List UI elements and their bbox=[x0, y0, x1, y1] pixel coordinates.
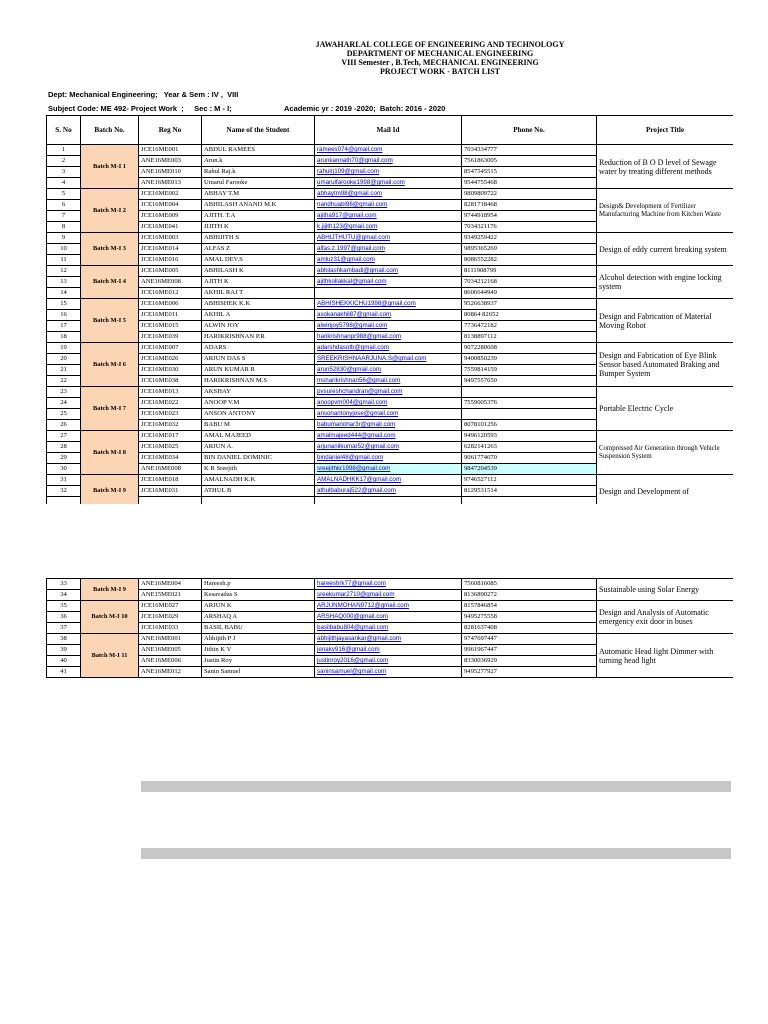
student-name: AMALNADH K.K bbox=[202, 475, 315, 486]
table-row bbox=[47, 299, 734, 310]
batch-cell: Batch M-I 3 bbox=[81, 233, 139, 266]
reg-no: JCE16ME039 bbox=[139, 332, 202, 343]
row-sno: 40 bbox=[47, 656, 81, 667]
student-name: AMAL MAJEED bbox=[202, 431, 315, 442]
phone-no: 9809809722 bbox=[462, 189, 597, 200]
mail-link[interactable]: sreejithkr1998@gmail.com bbox=[315, 464, 462, 475]
student-name: ARJUN DAS S bbox=[202, 354, 315, 365]
phone-no: 8129531514 bbox=[462, 486, 597, 497]
row-sno: 14 bbox=[47, 288, 81, 299]
reg-no: JCE16ME009 bbox=[139, 211, 202, 222]
batch-cell: Batch M-I 11 bbox=[81, 634, 139, 678]
list-title: PROJECT WORK - BATCH LIST bbox=[379, 67, 501, 76]
phone-no: 9744918954 bbox=[462, 211, 597, 222]
row-sno: 19 bbox=[47, 343, 81, 354]
reg-no: JCE16ME029 bbox=[139, 612, 202, 623]
mail-link[interactable]: justinroy2016@gmail.com bbox=[315, 656, 462, 667]
reg-no: JCE16ME012 bbox=[139, 288, 202, 299]
row-sno: 36 bbox=[47, 612, 81, 623]
row-sno: 28 bbox=[47, 442, 81, 453]
row-sno: 9 bbox=[47, 233, 81, 244]
student-name: ATHUL B bbox=[202, 486, 315, 497]
row-sno: 22 bbox=[47, 376, 81, 387]
batch-cell: Batch M-I 7 bbox=[81, 387, 139, 431]
row-sno: 32 bbox=[47, 486, 81, 497]
academic-year-line: Academic yr : 2019 -2020; Batch: 2016 - 2020 bbox=[284, 104, 446, 113]
phone-no: 9061774670 bbox=[462, 453, 597, 464]
phone-no: 9526638937 bbox=[462, 299, 597, 310]
project-title: Alcohol detection with engine locking system bbox=[597, 266, 734, 299]
mail-link[interactable]: athulbaburaj522@gmail.com bbox=[315, 486, 462, 497]
student-name: ABDUL RAMEES bbox=[202, 145, 315, 156]
row-sno: 13 bbox=[47, 277, 81, 288]
empty-cell bbox=[462, 497, 597, 505]
student-name: Sanin Samuel bbox=[202, 667, 315, 678]
reg-no: JCE16ME041 bbox=[139, 222, 202, 233]
row-sno: 8 bbox=[47, 222, 81, 233]
reg-no: JCE16ME006 bbox=[139, 299, 202, 310]
student-name: Arun.k bbox=[202, 156, 315, 167]
phone-no: 9400850239 bbox=[462, 354, 597, 365]
student-name: Hareesh.p bbox=[202, 579, 315, 590]
phone-no: 8138897112 bbox=[462, 332, 597, 343]
phone-no: 8330036929 bbox=[462, 656, 597, 667]
mail-link[interactable]: saninsamuel@gmail.com bbox=[315, 667, 462, 678]
project-title: Design& Development of Fertilizer Manufacturing Machine from Kitchen Waste bbox=[597, 189, 734, 233]
phone-no: 9072280608 bbox=[462, 343, 597, 354]
student-name: AMAL DEV.S bbox=[202, 255, 315, 266]
empty-cell bbox=[315, 497, 462, 505]
phone-no: 9497557650 bbox=[462, 376, 597, 387]
row-sno: 39 bbox=[47, 645, 81, 656]
student-name: AKHIL RAJ T bbox=[202, 288, 315, 299]
phone-no: 7560816085 bbox=[462, 579, 597, 590]
phone-no: 8606644949 bbox=[462, 288, 597, 299]
phone-no: 8157846854 bbox=[462, 601, 597, 612]
mail-link[interactable]: ABHISHEKKICHU1998@gmail.com bbox=[315, 299, 462, 310]
reg-no: JCE16ME023 bbox=[139, 409, 202, 420]
student-name: ABHILASH ANAND M.K bbox=[202, 200, 315, 211]
reg-no: ANE16ME006 bbox=[139, 656, 202, 667]
mail-link[interactable]: ARSHAQ000@gmail.com bbox=[315, 612, 462, 623]
reg-no: ANE16ME010 bbox=[139, 167, 202, 178]
mail-link[interactable]: ajithkollakkal@gmail.com bbox=[315, 277, 462, 288]
reg-no: JCE16ME013 bbox=[139, 387, 202, 398]
student-name: ABHILASH K bbox=[202, 266, 315, 277]
table-row bbox=[47, 233, 734, 244]
mail-link[interactable]: adarshdasotb@gmail.com bbox=[315, 343, 462, 354]
mail-link[interactable]: abhaytm98@gmail.com bbox=[315, 189, 462, 200]
semester-line: VIII Semester , B.Tech, MECHANICAL ENGINEERING bbox=[341, 58, 539, 67]
table-header-row bbox=[47, 116, 734, 145]
mail-link[interactable]: SREEKRISHNAARJUNA.S@gmail.com bbox=[315, 354, 462, 365]
reg-no: JCE16ME025 bbox=[139, 442, 202, 453]
batch-table-top bbox=[46, 115, 733, 504]
student-name: ALWIN JOY bbox=[202, 321, 315, 332]
reg-no: ANE16ME013 bbox=[139, 178, 202, 189]
student-name: AKSHAY bbox=[202, 387, 315, 398]
mail-link[interactable]: sreekumar2710@gmail.com bbox=[315, 590, 462, 601]
phone-no: 6282141263 bbox=[462, 442, 597, 453]
phone-no: 9495277927 bbox=[462, 667, 597, 678]
student-name: ARJUN K bbox=[202, 601, 315, 612]
batch-cell: Batch M-I 9 bbox=[81, 579, 139, 601]
reg-no: ANE16ME008 bbox=[139, 464, 202, 475]
phone-no: 9895365269 bbox=[462, 244, 597, 255]
mail-link[interactable]: abhijithjayasankar@gmail.com bbox=[315, 634, 462, 645]
mail-link[interactable]: asokanakhil87@gmail.com bbox=[315, 310, 462, 321]
reg-no: JCE16ME032 bbox=[139, 420, 202, 431]
batch-cell: Batch M-I 6 bbox=[81, 343, 139, 387]
row-sno: 18 bbox=[47, 332, 81, 343]
phone-no bbox=[462, 409, 597, 420]
student-name: ADARS bbox=[202, 343, 315, 354]
mail-link[interactable]: rahulrj109@gmail.com bbox=[315, 167, 462, 178]
reg-no: JCE16ME022 bbox=[139, 398, 202, 409]
row-sno: 35 bbox=[47, 601, 81, 612]
phone-no: 7034334777 bbox=[462, 145, 597, 156]
student-name: ABHIJITH S bbox=[202, 233, 315, 244]
reg-no: JCE16ME014 bbox=[139, 244, 202, 255]
mail-link[interactable]: basilbabu804@gmail.com bbox=[315, 623, 462, 634]
col-batch: Batch No. bbox=[81, 116, 139, 145]
mail-link[interactable]: ABHIJTHUTU@gmail.com bbox=[315, 233, 462, 244]
col-phone: Phone No. bbox=[462, 116, 597, 145]
student-name: ARSHAQ A bbox=[202, 612, 315, 623]
project-title: Design and Fabrication of Eye Blink Sensor based Automated Braking and Bumper System bbox=[597, 343, 734, 387]
row-sno: 27 bbox=[47, 431, 81, 442]
phone-no: 7034321176 bbox=[462, 222, 597, 233]
student-name: ABHISHEK K.K bbox=[202, 299, 315, 310]
project-title: Design and Fabrication of Material Moving Robot bbox=[597, 299, 734, 343]
mail-link[interactable]: arunkannath70@gmail.com bbox=[315, 156, 462, 167]
row-sno: 17 bbox=[47, 321, 81, 332]
mail-link[interactable]: ansonantonyjose@gmail.com bbox=[315, 409, 462, 420]
table-row bbox=[47, 431, 734, 442]
row-sno: 34 bbox=[47, 590, 81, 601]
reg-no: JCE16ME034 bbox=[139, 453, 202, 464]
mail-link[interactable]: amluz31@gmail.com bbox=[315, 255, 462, 266]
mail-link[interactable]: ARJUNMOHAN9712@gmail.com bbox=[315, 601, 462, 612]
mail-link[interactable]: alfas.z.1997@gmail.com bbox=[315, 244, 462, 255]
batch-list-table bbox=[46, 115, 733, 504]
batch-table-bottom bbox=[46, 578, 733, 681]
row-sno: 30 bbox=[47, 464, 81, 475]
row-sno: 12 bbox=[47, 266, 81, 277]
table-row bbox=[47, 343, 734, 354]
mail-link[interactable]: jenakv916@gmail.com bbox=[315, 645, 462, 656]
mail-link[interactable]: arjunanilkumar52@gmail.com bbox=[315, 442, 462, 453]
row-sno: 29 bbox=[47, 453, 81, 464]
student-name: AKHIL A bbox=[202, 310, 315, 321]
row-sno: 38 bbox=[47, 634, 81, 645]
mail-link[interactable]: bindaniel48@gmail.com bbox=[315, 453, 462, 464]
mail-link[interactable]: abhilashkambadi@gmail.com bbox=[315, 266, 462, 277]
phone-no: 8136890272 bbox=[462, 590, 597, 601]
row-sno: 41 bbox=[47, 667, 81, 678]
gray-bar bbox=[141, 848, 731, 859]
student-name: Rahul Raj.k bbox=[202, 167, 315, 178]
batch-cell: Batch M-I 5 bbox=[81, 299, 139, 343]
empty-cell bbox=[202, 497, 315, 505]
college-name: JAWAHARLAL COLLEGE OF ENGINEERING AND TECHNOLOGY bbox=[315, 40, 565, 49]
student-name: ARUN KUMAR R bbox=[202, 365, 315, 376]
student-name: HARIKRISHNAN M.S bbox=[202, 376, 315, 387]
mail-link[interactable]: pvsureshchandran@gmail.com bbox=[315, 387, 462, 398]
reg-no: JCE16ME038 bbox=[139, 376, 202, 387]
col-title: Project Title bbox=[597, 116, 734, 145]
table-row bbox=[47, 579, 734, 590]
reg-no: JCE16ME033 bbox=[139, 623, 202, 634]
reg-no: JCE16ME030 bbox=[139, 365, 202, 376]
student-name: AJITH. T.A bbox=[202, 211, 315, 222]
project-title: Automatic Head light Dimmer with turning head light bbox=[597, 634, 734, 678]
row-sno: 25 bbox=[47, 409, 81, 420]
phone-no: 9847204539 bbox=[462, 464, 597, 475]
phone-no: 80864 82652 bbox=[462, 310, 597, 321]
row-sno: 1 bbox=[47, 145, 81, 156]
phone-no: 8547545515 bbox=[462, 167, 597, 178]
phone-no: 7561863005 bbox=[462, 156, 597, 167]
batch-cell: Batch M-I 10 bbox=[81, 601, 139, 634]
student-name: Justin Roy bbox=[202, 656, 315, 667]
reg-no: JCE16ME031 bbox=[139, 486, 202, 497]
reg-no: JCE16ME018 bbox=[139, 475, 202, 486]
student-name: JIJITH K bbox=[202, 222, 315, 233]
row-sno: 7 bbox=[47, 211, 81, 222]
reg-no: JCE16ME002 bbox=[139, 189, 202, 200]
row-sno: 3 bbox=[47, 167, 81, 178]
project-title: Sustainable using Solar Energy bbox=[597, 579, 734, 601]
project-title: Design and Analysis of Automatic emergency exit door in buses bbox=[597, 601, 734, 634]
reg-no: JCE16ME011 bbox=[139, 310, 202, 321]
student-name: Abhijith P J bbox=[202, 634, 315, 645]
batch-cell: Batch M-I 4 bbox=[81, 266, 139, 299]
reg-no: JCE16ME015 bbox=[139, 321, 202, 332]
subject-line: Subject Code: ME 492- Project Work ; Sec : M - I; bbox=[48, 104, 232, 113]
student-name: ABHAY T.M bbox=[202, 189, 315, 200]
mail-link[interactable]: arun52830@gmail.com bbox=[315, 365, 462, 376]
phone-no: 9544755468 bbox=[462, 178, 597, 189]
reg-no: JCE16ME001 bbox=[139, 145, 202, 156]
empty-cell bbox=[139, 497, 202, 505]
row-sno: 31 bbox=[47, 475, 81, 486]
phone-no: 9495275558 bbox=[462, 612, 597, 623]
row-sno: 23 bbox=[47, 387, 81, 398]
row-sno: 26 bbox=[47, 420, 81, 431]
student-name: Umarul Farooke bbox=[202, 178, 315, 189]
phone-no: 8281718468 bbox=[462, 200, 597, 211]
mail-link[interactable]: k.jijith123@gmail.com bbox=[315, 222, 462, 233]
batch-cell: Batch M-I 8 bbox=[81, 431, 139, 475]
batch-cell: Batch M-I 2 bbox=[81, 189, 139, 233]
phone-no: 8078101256 bbox=[462, 420, 597, 431]
project-title: Design of eddy current breaking system bbox=[597, 233, 734, 266]
phone-no: 7736472182 bbox=[462, 321, 597, 332]
row-sno: 4 bbox=[47, 178, 81, 189]
row-sno: 11 bbox=[47, 255, 81, 266]
table-row bbox=[47, 266, 734, 277]
reg-no: JCE16ME016 bbox=[139, 255, 202, 266]
phone-no: 7034212168 bbox=[462, 277, 597, 288]
student-name: ANSON ANTONY bbox=[202, 409, 315, 420]
mail-link[interactable]: amalmajeed444@gmail.com bbox=[315, 431, 462, 442]
phone-no: 9961967447 bbox=[462, 645, 597, 656]
dept-line: Dept: Mechanical Engineering; Year & Sem : IV , VIII bbox=[48, 90, 239, 99]
reg-no: JCE16ME003 bbox=[139, 233, 202, 244]
table-row bbox=[47, 634, 734, 645]
row-sno: 37 bbox=[47, 623, 81, 634]
student-name: AJITH K bbox=[202, 277, 315, 288]
row-sno: 24 bbox=[47, 398, 81, 409]
student-name: HARIKRISHNAN P.R bbox=[202, 332, 315, 343]
mail-link[interactable]: nandhuabi98@gmail.com bbox=[315, 200, 462, 211]
reg-no: ANE16ME004 bbox=[139, 579, 202, 590]
batch-cell: Batch M-I 9 bbox=[81, 475, 139, 505]
student-name: Kesavadas S bbox=[202, 590, 315, 601]
phone-no: 7559005376 bbox=[462, 398, 597, 409]
reg-no: JCE16ME004 bbox=[139, 200, 202, 211]
reg-no: ANE16ME012 bbox=[139, 667, 202, 678]
reg-no: JCE16ME027 bbox=[139, 601, 202, 612]
table-row bbox=[47, 145, 734, 156]
student-name: ALFAS Z bbox=[202, 244, 315, 255]
mail-link[interactable]: AMALNADHKK17@gmail.com bbox=[315, 475, 462, 486]
row-sno: 2 bbox=[47, 156, 81, 167]
mail-link[interactable]: harikrishnanpr988@gmail.com bbox=[315, 332, 462, 343]
reg-no: JCE16ME017 bbox=[139, 431, 202, 442]
reg-no: ANE16ME008 bbox=[139, 277, 202, 288]
mail-link[interactable]: babumanohar3r@gmail.com bbox=[315, 420, 462, 431]
reg-no: JCE16ME026 bbox=[139, 354, 202, 365]
reg-no: ANE16ME001 bbox=[139, 634, 202, 645]
row-sno: 5 bbox=[47, 189, 81, 200]
mail-link[interactable]: hareeshrk77@gmail.com bbox=[315, 579, 462, 590]
phone-no: 9747697447 bbox=[462, 634, 597, 645]
row-sno: 20 bbox=[47, 354, 81, 365]
department-name: DEPARTMENT OF MECHANICAL ENGINEERING bbox=[346, 49, 534, 58]
mail-link[interactable] bbox=[315, 288, 462, 299]
mail-link[interactable]: umarulfarooke1998@gmail.com bbox=[315, 178, 462, 189]
row-sno: 16 bbox=[47, 310, 81, 321]
row-sno: 6 bbox=[47, 200, 81, 211]
student-name: BABU M bbox=[202, 420, 315, 431]
batch-list-table-continued bbox=[46, 578, 733, 678]
row-sno: 33 bbox=[47, 579, 81, 590]
phone-no: 8086552282 bbox=[462, 255, 597, 266]
row-sno: 10 bbox=[47, 244, 81, 255]
reg-no: ANE16ME005 bbox=[139, 645, 202, 656]
project-title: Portable Electric Cycle bbox=[597, 387, 734, 431]
project-title: Reduction of B O D level of Sewage water by treating different methods bbox=[597, 145, 734, 189]
phone-no bbox=[462, 387, 597, 398]
row-sno: 15 bbox=[47, 299, 81, 310]
student-name: Jithin K V bbox=[202, 645, 315, 656]
phone-no: 8281637408 bbox=[462, 623, 597, 634]
mail-link[interactable]: ramees074@gmail.com bbox=[315, 145, 462, 156]
mail-link[interactable]: alwinjoy5798@gmail.com bbox=[315, 321, 462, 332]
student-name: BIN DANIEL DOMINIC bbox=[202, 453, 315, 464]
phone-no: 9746527112 bbox=[462, 475, 597, 486]
student-name: BASIL BABU bbox=[202, 623, 315, 634]
row-sno: 21 bbox=[47, 365, 81, 376]
batch-cell: Batch M-I 1 bbox=[81, 145, 139, 189]
col-name: Name of the Student bbox=[202, 116, 315, 145]
student-name: ARJUN A. bbox=[202, 442, 315, 453]
reg-no: ANE16ME003 bbox=[139, 156, 202, 167]
mail-link[interactable]: msharikrishnan56@gmail.com bbox=[315, 376, 462, 387]
reg-no: JCE16ME007 bbox=[139, 343, 202, 354]
empty-cell bbox=[47, 497, 81, 505]
reg-no: ANE15ME021 bbox=[139, 590, 202, 601]
table-row bbox=[47, 601, 734, 612]
col-mail: Mail Id bbox=[315, 116, 462, 145]
table-row bbox=[47, 189, 734, 200]
project-title: Compressed Air Generation through Vehicle Suspension System bbox=[597, 431, 734, 475]
col-reg: Reg No bbox=[139, 116, 202, 145]
phone-no: 9349259422 bbox=[462, 233, 597, 244]
phone-no: 8111908799 bbox=[462, 266, 597, 277]
student-name: ANOOP V.M bbox=[202, 398, 315, 409]
gray-bar bbox=[141, 781, 731, 792]
reg-no: JCE16ME005 bbox=[139, 266, 202, 277]
table-row bbox=[47, 475, 734, 486]
phone-no: 9496120593 bbox=[462, 431, 597, 442]
col-sno: S. No bbox=[47, 116, 81, 145]
table-row bbox=[47, 387, 734, 398]
mail-link[interactable]: anoopvm004@gmail.com bbox=[315, 398, 462, 409]
student-name: K R Sreejith bbox=[202, 464, 315, 475]
mail-link[interactable]: ajitha917@gmail.com bbox=[315, 211, 462, 222]
project-title: Design and Development of bbox=[597, 475, 734, 505]
phone-no: 7559814159 bbox=[462, 365, 597, 376]
